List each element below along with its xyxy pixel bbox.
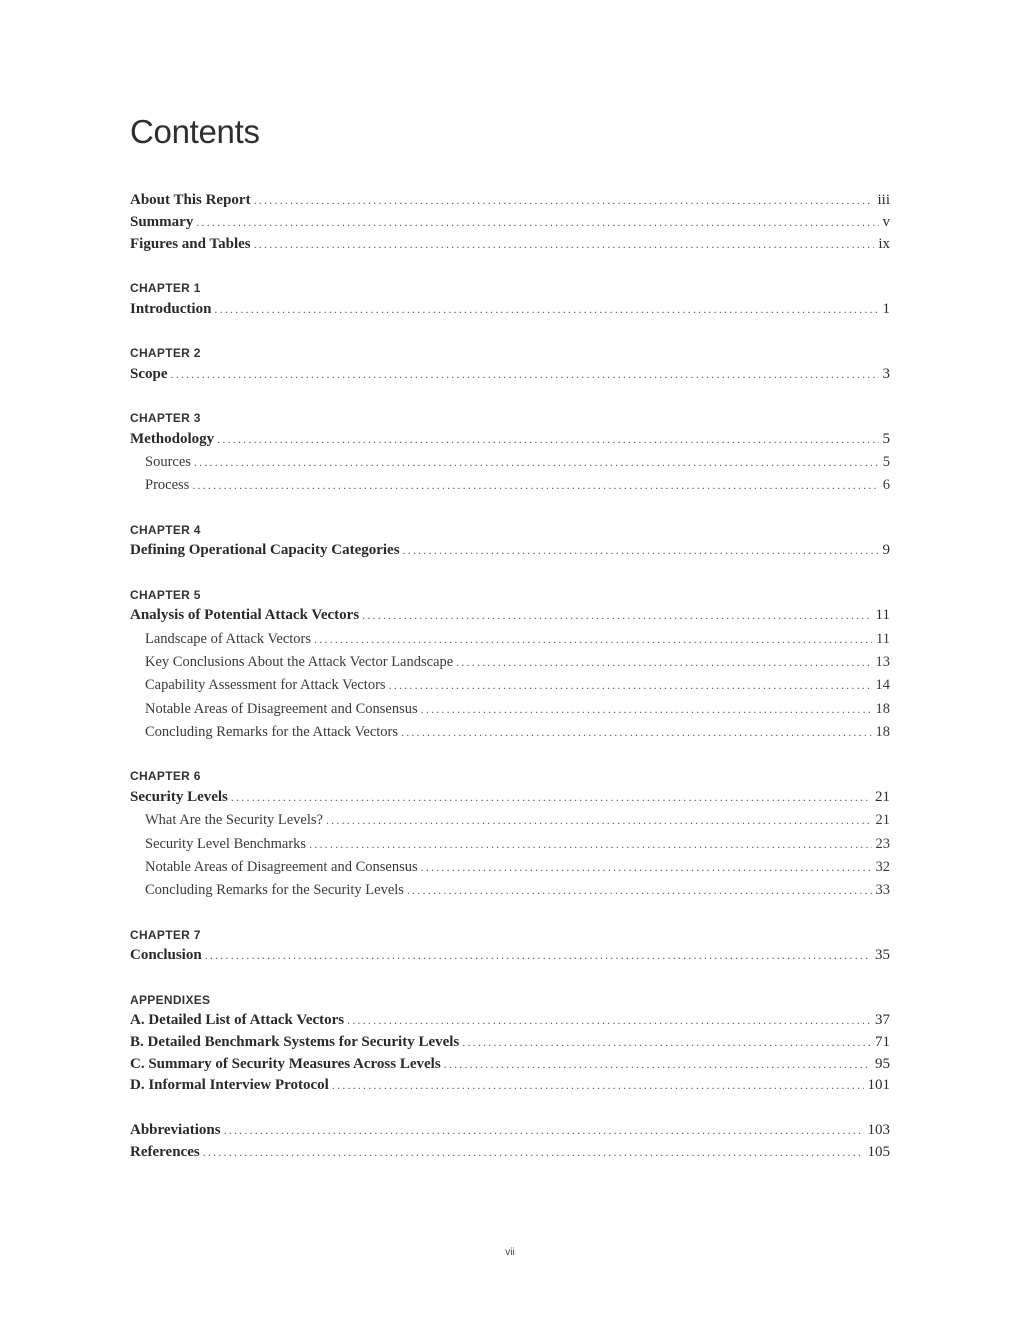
toc-entry-label: Conclusion (130, 947, 202, 963)
toc-page-number: 23 (875, 836, 890, 852)
toc-entry-label: About This Report (130, 192, 251, 208)
toc-section-label: Concluding Remarks for the Attack Vectors (145, 724, 399, 740)
toc-section-landscape-of-attack-vectors[interactable] (145, 629, 890, 649)
toc-page-number: 33 (875, 882, 890, 898)
toc-entry-about-this-report[interactable] (130, 190, 890, 210)
toc-entry-security-levels[interactable] (130, 787, 890, 807)
toc-page-number: 35 (875, 947, 890, 963)
toc-section-label: Landscape of Attack Vectors (145, 631, 312, 647)
chapter-7-label: CHAPTER 7 (130, 928, 201, 942)
dot-leader (421, 699, 872, 719)
dot-leader (254, 190, 874, 210)
toc-entry-label: Analysis of Potential Attack Vectors (130, 607, 360, 623)
toc-page-number: ix (878, 236, 890, 252)
dot-leader (332, 1075, 864, 1095)
toc-entry-label: Methodology (130, 431, 215, 447)
dot-leader (203, 1142, 864, 1162)
toc-page-number: 11 (876, 631, 890, 647)
toc-page-number: 95 (875, 1056, 890, 1072)
toc-entry-label: C. Summary of Security Measures Across Levels (130, 1056, 441, 1072)
dot-leader (214, 299, 878, 319)
toc-section-label: Concluding Remarks for the Security Levels (145, 882, 404, 898)
toc-page-number: 5 (882, 431, 890, 447)
appendixes-label: APPENDIXES (130, 993, 211, 1007)
toc-page-number: 14 (875, 677, 890, 693)
dot-leader (362, 605, 871, 625)
toc-page-number: 13 (875, 654, 890, 670)
dot-leader (401, 722, 871, 742)
toc-section-label: Notable Areas of Disagreement and Consensus (145, 859, 418, 875)
toc-page-number: 1 (882, 301, 890, 317)
dot-leader (196, 212, 878, 232)
toc-section-notable-areas-security-levels[interactable] (145, 857, 890, 877)
toc-page-number: 18 (875, 724, 890, 740)
toc-section-capability-assessment[interactable] (145, 675, 890, 695)
toc-entry-introduction[interactable] (130, 299, 890, 319)
chapter-3-label: CHAPTER 3 (130, 411, 201, 425)
dot-leader (192, 475, 878, 495)
dot-leader (389, 675, 872, 695)
toc-entry-scope[interactable] (130, 364, 890, 384)
toc-page-number: 11 (875, 607, 890, 623)
dot-leader (444, 1054, 871, 1074)
dot-leader (407, 880, 872, 900)
toc-entry-appendix-b[interactable] (130, 1032, 890, 1052)
dot-leader (456, 652, 871, 672)
toc-entry-appendix-d[interactable] (130, 1075, 890, 1095)
toc-section-concluding-remarks-attack-vectors[interactable] (145, 722, 890, 742)
toc-entry-label: Figures and Tables (130, 236, 251, 252)
dot-leader (462, 1032, 871, 1052)
toc-entry-label: Scope (130, 366, 168, 382)
toc-entry-summary[interactable] (130, 212, 890, 232)
toc-page-number: 103 (867, 1122, 890, 1138)
dot-leader (171, 364, 879, 384)
toc-section-security-level-benchmarks[interactable] (145, 834, 890, 854)
toc-section-label: Capability Assessment for Attack Vectors (145, 677, 386, 693)
toc-section-label: Notable Areas of Disagreement and Consensus (145, 701, 418, 717)
toc-section-sources[interactable] (145, 452, 890, 472)
toc-section-key-conclusions[interactable] (145, 652, 890, 672)
toc-section-label: Sources (145, 454, 191, 470)
dot-leader (224, 1120, 864, 1140)
toc-entry-defining-operational-capacity-categories[interactable] (130, 540, 890, 560)
dot-leader (194, 452, 879, 472)
dot-leader (347, 1010, 871, 1030)
toc-entry-figures-and-tables[interactable] (130, 234, 890, 254)
toc-entry-abbreviations[interactable] (130, 1120, 890, 1140)
dot-leader (403, 540, 879, 560)
toc-entry-label: Defining Operational Capacity Categories (130, 542, 400, 558)
toc-page-number: 37 (875, 1012, 890, 1028)
toc-page-number: 21 (875, 812, 890, 828)
dot-leader (217, 429, 878, 449)
toc-page-number: 6 (882, 477, 890, 493)
toc-section-label: Key Conclusions About the Attack Vector Landscape (145, 654, 454, 670)
toc-section-notable-areas-attack-vectors[interactable] (145, 699, 890, 719)
page-title: Contents (130, 113, 260, 150)
chapter-2-label: CHAPTER 2 (130, 346, 201, 360)
toc-entry-appendix-c[interactable] (130, 1054, 890, 1074)
toc-page-number: 9 (882, 542, 890, 558)
toc-entry-conclusion[interactable] (130, 945, 890, 965)
dot-leader (309, 834, 871, 854)
toc-entry-analysis-of-potential-attack-vectors[interactable] (130, 605, 890, 625)
toc-entry-label: Introduction (130, 301, 212, 317)
toc-section-label: Process (145, 477, 190, 493)
toc-entry-label: Summary (130, 214, 194, 230)
toc-entry-label: Security Levels (130, 789, 228, 805)
toc-section-label: Security Level Benchmarks (145, 836, 307, 852)
chapter-1-label: CHAPTER 1 (130, 281, 201, 295)
toc-entry-label: Abbreviations (130, 1122, 221, 1138)
chapter-6-label: CHAPTER 6 (130, 769, 201, 783)
toc-page-number: 3 (882, 366, 890, 382)
toc-section-what-are-security-levels[interactable] (145, 810, 890, 830)
toc-entry-label: A. Detailed List of Attack Vectors (130, 1012, 345, 1028)
dot-leader (231, 787, 871, 807)
dot-leader (254, 234, 875, 254)
toc-entry-label: D. Informal Interview Protocol (130, 1077, 329, 1093)
toc-page-number: 18 (875, 701, 890, 717)
toc-page-number: 21 (875, 789, 890, 805)
toc-entry-methodology[interactable] (130, 429, 890, 449)
page-folio: vii (505, 1247, 515, 1258)
toc-page-number: 71 (875, 1034, 890, 1050)
toc-page-number: iii (877, 192, 890, 208)
dot-leader (314, 629, 872, 649)
toc-section-label: What Are the Security Levels? (145, 812, 323, 828)
toc-page-number: v (882, 214, 890, 230)
dot-leader (205, 945, 871, 965)
chapter-5-label: CHAPTER 5 (130, 588, 201, 602)
toc-section-process[interactable] (145, 475, 890, 495)
toc-page-number: 101 (867, 1077, 890, 1093)
dot-leader (421, 857, 872, 877)
chapter-4-label: CHAPTER 4 (130, 523, 201, 537)
toc-entry-references[interactable] (130, 1142, 890, 1162)
toc-entry-appendix-a[interactable] (130, 1010, 890, 1030)
dot-leader (326, 810, 872, 830)
toc-page-number: 105 (867, 1144, 890, 1160)
toc-section-concluding-remarks-security-levels[interactable] (145, 880, 890, 900)
toc-page-number: 5 (882, 454, 890, 470)
toc-page-number: 32 (875, 859, 890, 875)
toc-entry-label: References (130, 1144, 200, 1160)
toc-entry-label: B. Detailed Benchmark Systems for Security Levels (130, 1034, 460, 1050)
